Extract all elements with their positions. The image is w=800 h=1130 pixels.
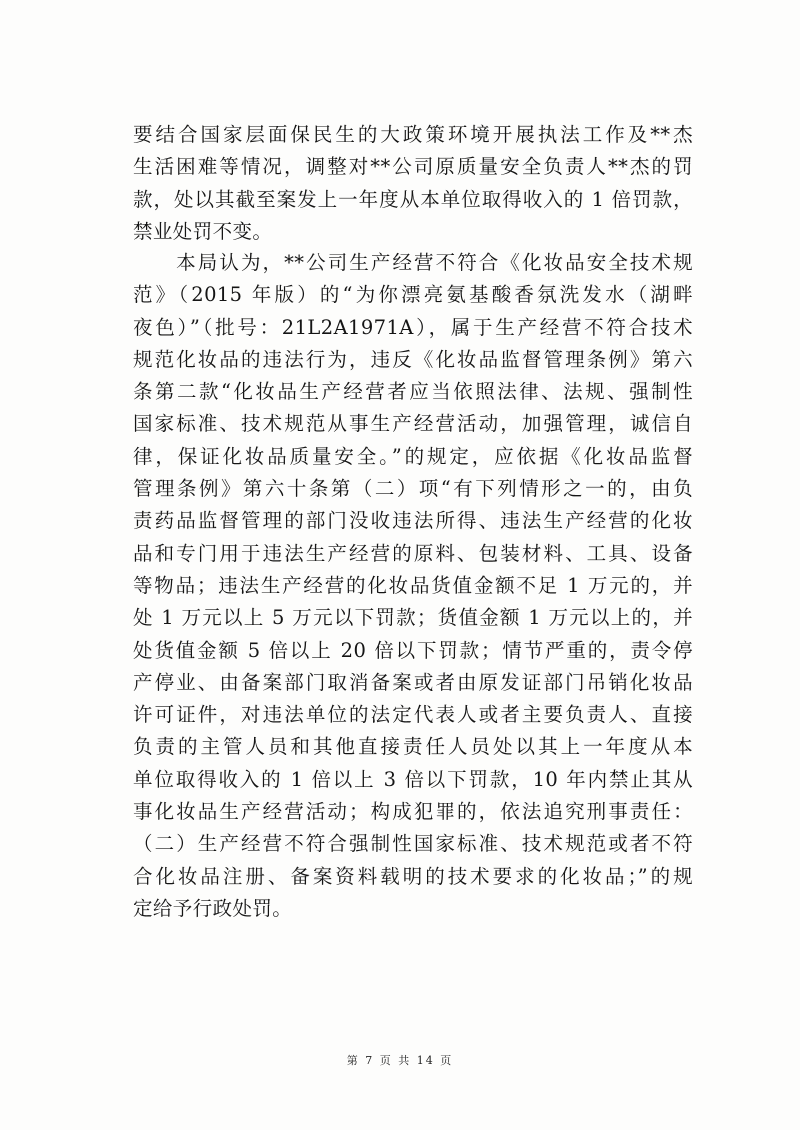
paragraph-line: 定给予行政处罚。 [133, 896, 293, 920]
paragraph-line: 要结合国家层面保民生的大政策环境开展执法工作及**杰 [133, 123, 693, 146]
paragraph-line: 事化妆品生产经营活动；构成犯罪的，依法追究刑事责任： [133, 800, 693, 824]
paragraph-line: 本局认为，**公司生产经营不符合《化妆品安全技术规 [133, 251, 693, 274]
paragraph-line: 合化妆品注册、备案资料载明的技术要求的化妆品；”的规 [133, 864, 693, 888]
paragraph-line: 国家标准、技术规范从事生产经营活动，加强管理，诚信自 [133, 412, 693, 436]
paragraph-line: 条第二款“化妆品生产经营者应当依照法律、法规、强制性 [133, 380, 693, 404]
paragraph-line: 范》（2015 年版）的“为你漂亮氨基酸香氛洗发水（湖畔 [133, 283, 693, 307]
paragraph-line: 款，处以其截至案发上一年度从本单位取得收入的 1 倍罚款， [133, 187, 693, 211]
paragraph-line: 负责的主管人员和其他直接责任人员处以其上一年度从本 [133, 735, 693, 759]
paragraph-line: 管理条例》第六十条第（二）项“有下列情形之一的，由负 [133, 477, 693, 501]
paragraph-1 [133, 119, 693, 248]
paragraph-line: 规范化妆品的违法行为，违反《化妆品监督管理条例》第六 [133, 347, 693, 371]
paragraph-line: 产停业、由备案部门取消备案或者由原发证部门吊销化妆品 [133, 670, 693, 694]
paragraph-line: （二）生产经营不符合强制性国家标准、技术规范或者不符 [133, 832, 693, 856]
paragraph-line: 禁业处罚不变。 [133, 219, 273, 243]
paragraph-line: 律，保证化妆品质量安全。”的规定，应依据《化妆品监督 [133, 444, 693, 468]
paragraph-2 [133, 247, 693, 925]
page-number-footer: 第 7 页 共 14 页 [346, 1054, 454, 1067]
paragraph-line: 生活困难等情况，调整对**公司原质量安全负责人**杰的罚 [133, 155, 693, 179]
paragraph-line: 处货值金额 5 倍以上 20 倍以下罚款；情节严重的，责令停 [133, 638, 693, 662]
paragraph-line: 等物品；违法生产经营的化妆品货值金额不足 1 万元的，并 [133, 573, 693, 597]
paragraph-line: 单位取得收入的 1 倍以上 3 倍以下罚款，10 年内禁止其从 [133, 767, 693, 791]
paragraph-line: 品和专门用于违法生产经营的原料、包装材料、工具、设备 [133, 541, 693, 565]
paragraph-line: 处 1 万元以上 5 万元以下罚款；货值金额 1 万元以上的，并 [133, 606, 693, 630]
paragraph-line: 夜色）”（批号：21L2A1971A），属于生产经营不符合技术 [133, 315, 693, 339]
paragraph-line: 责药品监督管理的部门没收违法所得、违法生产经营的化妆 [133, 509, 693, 533]
paragraph-line: 许可证件，对违法单位的法定代表人或者主要负责人、直接 [133, 703, 693, 727]
